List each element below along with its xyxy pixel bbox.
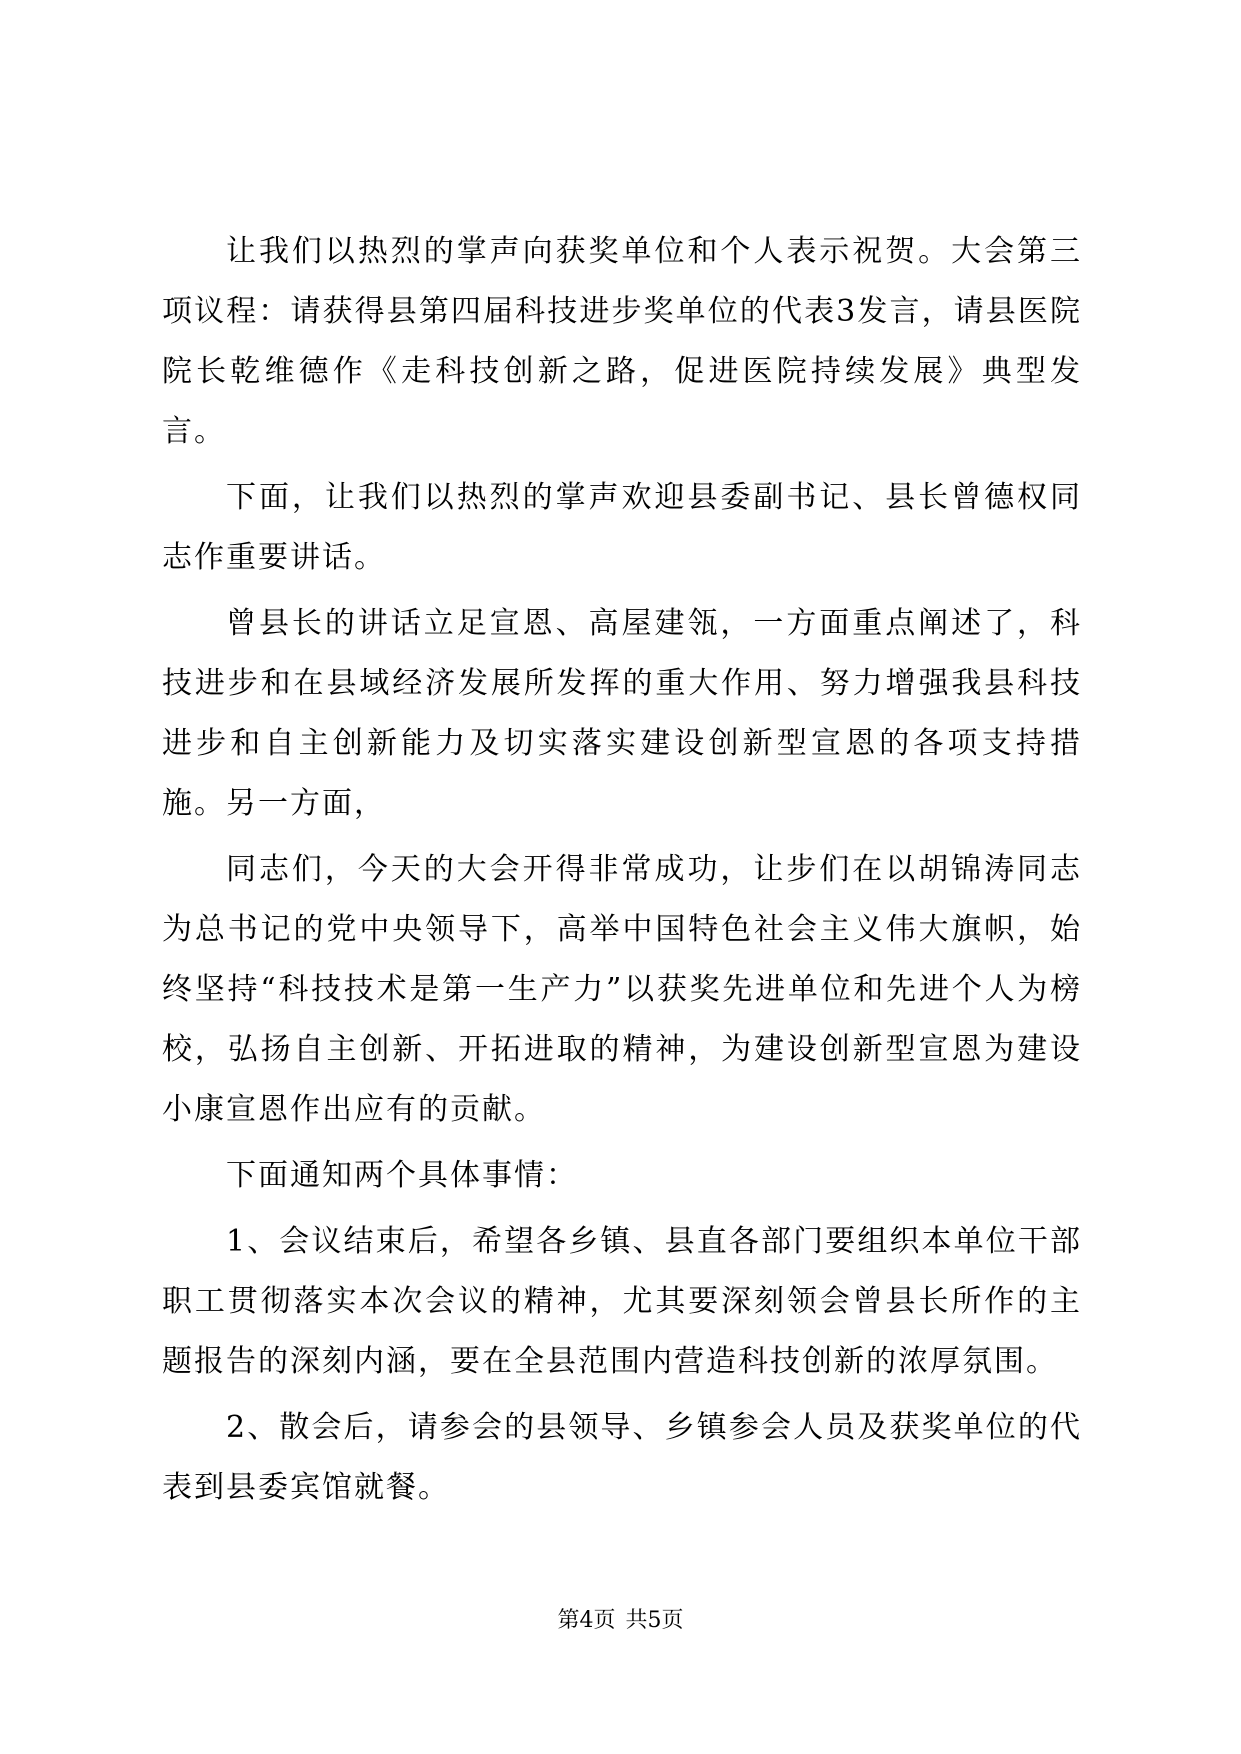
document-body [162, 222, 1082, 1524]
page-footer [0, 1603, 1241, 1634]
paragraph: 下面，让我们以热烈的掌声欢迎县委副书记、县长曾德权同志作重要讲话。 [162, 480, 1082, 575]
paragraph: 1、会议结束后，希望各乡镇、县直各部门要组织本单位干部职工贯彻落实本次会议的精神，尤其要深刻领会曾县长所作的主题报告的深刻内涵，要在全县范围内营造科技创新的浓厚氛围。 [162, 1224, 1082, 1379]
page-total: 共5页 [625, 1608, 684, 1633]
paragraph: 曾县长的讲话立足宣恩、高屋建瓴，一方面重点阐述了，科技进步和在县域经济发展所发挥的重大作用、努力增强我县科技进步和自主创新能力及切实落实建设创新型宣恩的各项支持措施。另一方面， [162, 606, 1082, 821]
paragraph: 2、散会后，请参会的县领导、乡镇参会人员及获奖单位的代表到县委宾馆就餐。 [162, 1410, 1082, 1505]
paragraph: 同志们，今天的大会开得非常成功，让步们在以胡锦涛同志为总书记的党中央领导下，高举中国特色社会主义伟大旗帜，始终坚持“科技技术是第一生产力”以获奖先进单位和先进个人为榜校，弘扬自主创新、开拓进取的精神，为建设创新型宣恩为建设小康宣恩作出应有的贡献。 [162, 852, 1082, 1127]
page-number: 第4页 [557, 1608, 616, 1633]
paragraph: 让我们以热烈的掌声向获奖单位和个人表示祝贺。大会第三项议程：请获得县第四届科技进步奖单位的代表3发言，请县医院院长乾维德作《走科技创新之路，促进医院持续发展》典型发言。 [162, 234, 1082, 449]
paragraph: 下面通知两个具体事情： [226, 1158, 578, 1193]
